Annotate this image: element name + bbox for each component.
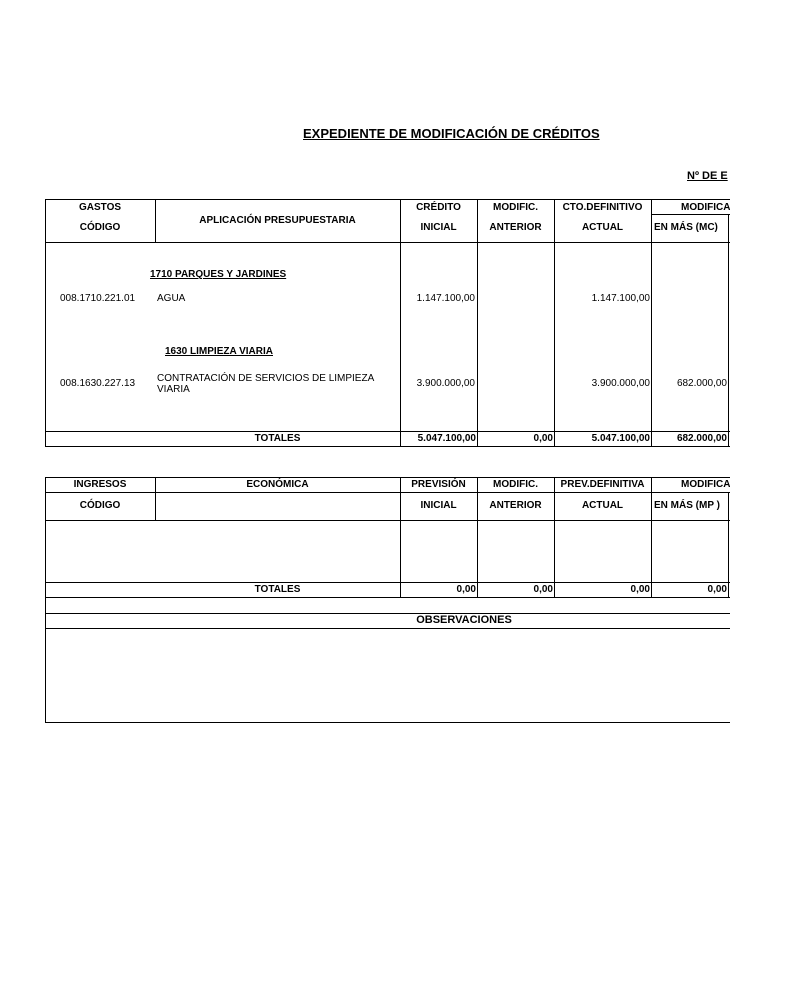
row-credito-inicial: 1.147.100,00 [416,293,475,304]
form-area [45,199,730,729]
totals-label: TOTALES [254,433,301,444]
prevision-inicial-header: INICIAL [420,500,457,511]
row-cto-definitivo: 3.900.000,00 [591,378,650,389]
modific-header: MODIFIC. [493,479,538,490]
modific-header: MODIFIC. [493,202,538,213]
total-modific-anterior: 0,00 [533,584,553,595]
prevision-header: PREVISIÓN [411,479,466,490]
total-modific-anterior: 0,00 [533,433,553,444]
expediente-number-label: Nº DE E [687,170,728,182]
row-descripcion: AGUA [157,293,186,304]
ingresos-header: INGRESOS [73,479,127,490]
row-codigo: 008.1710.221.01 [60,293,136,304]
modific-anterior-header: ANTERIOR [489,500,542,511]
codigo-header: CÓDIGO [79,500,121,511]
total-cto-definitivo: 5.047.100,00 [591,433,650,444]
observaciones-label: OBSERVACIONES [416,614,512,626]
cto-actual-header: ACTUAL [581,222,624,233]
modific-anterior-header: ANTERIOR [489,222,542,233]
document-title: EXPEDIENTE DE MODIFICACIÓN DE CRÉDITOS [303,126,600,141]
row-en-mas: 682.000,00 [676,378,727,389]
total-credito-inicial: 5.047.100,00 [417,433,476,444]
row-credito-inicial: 3.900.000,00 [416,378,475,389]
en-mas-mp-header: EN MÁS (MP ) [654,500,720,511]
modificacion-header: MODIFICA [681,202,730,213]
row-codigo: 008.1630.227.13 [60,378,136,389]
row-cto-definitivo: 1.147.100,00 [591,293,650,304]
modificacion-header: MODIFICA [681,479,730,490]
row-descripcion-cont: VIARIA [157,384,190,395]
economica-header: ECONÓMICA [246,479,309,490]
total-en-mas: 682.000,00 [676,433,727,444]
en-mas-mc-header: EN MÁS (MC) [654,222,718,233]
credito-header: CRÉDITO [416,202,461,213]
prev-actual-header: ACTUAL [581,500,624,511]
cto-definitivo-header: CTO.DEFINITIVO [562,202,643,213]
totals-label: TOTALES [254,584,301,595]
gastos-header: GASTOS [78,202,122,213]
row-descripcion: CONTRATACIÓN DE SERVICIOS DE LIMPIEZA [157,373,375,384]
group-heading: 1710 PARQUES Y JARDINES [150,269,287,280]
total-prev-definitiva: 0,00 [630,584,650,595]
codigo-header: CÓDIGO [79,222,121,233]
group-heading: 1630 LIMPIEZA VIARIA [165,346,273,357]
aplicacion-header: APLICACIÓN PRESUPUESTARIA [199,215,356,226]
total-prevision-inicial: 0,00 [456,584,476,595]
total-en-mas: 0,00 [707,584,727,595]
credito-inicial-header: INICIAL [420,222,457,233]
prev-definitiva-header: PREV.DEFINITIVA [560,479,645,490]
